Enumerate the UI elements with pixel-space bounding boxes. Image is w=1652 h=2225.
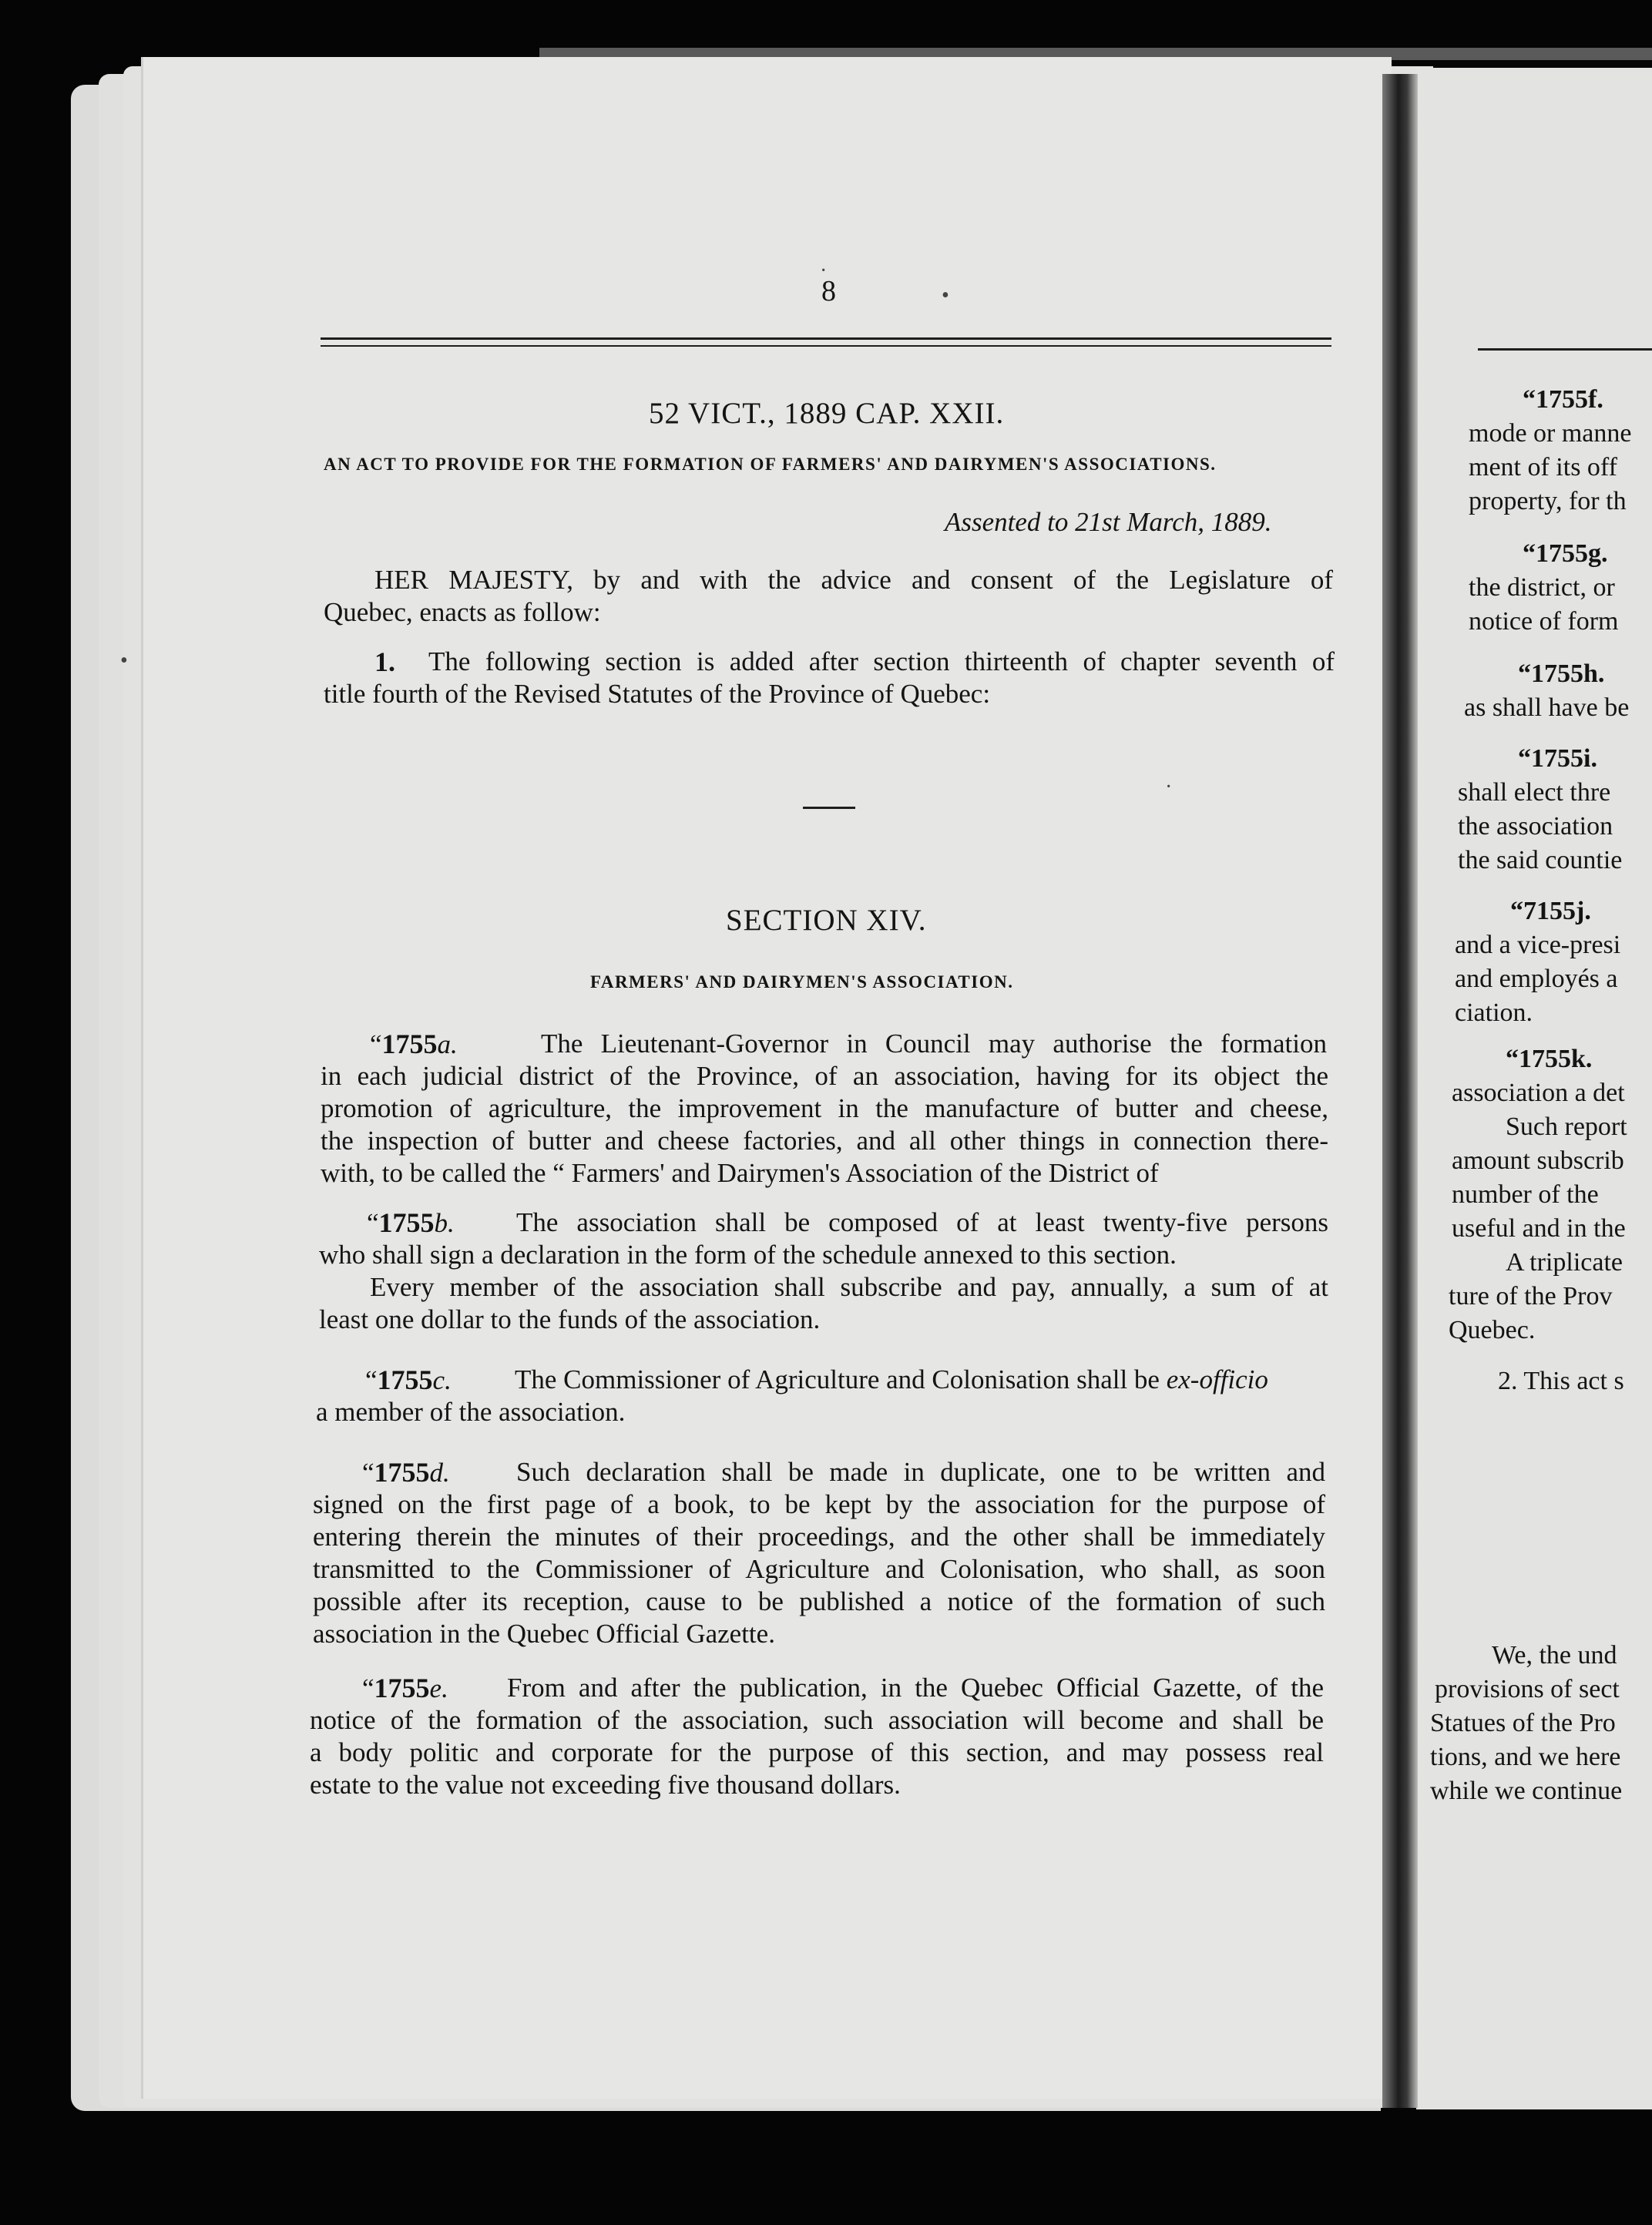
right-line: “1755f. — [1523, 385, 1603, 414]
right-line: notice of form — [1469, 607, 1619, 636]
right-line: “1755k. — [1506, 1045, 1593, 1073]
article-1755d-number — [362, 1456, 450, 1489]
article-line: signed on the first page of a book, to be kept by the association for the purpose of — [313, 1489, 1325, 1519]
header-rule — [321, 345, 1331, 347]
quote-mark: “ — [365, 1365, 378, 1395]
article-line: a body politic and corporate for the purpose of this section, and may possess real — [310, 1737, 1324, 1767]
right-line: provisions of sect — [1435, 1675, 1620, 1703]
clause-line: title fourth of the Revised Statutes of the Province of Quebec: — [324, 679, 991, 709]
article-line: possible after its reception, cause to be published a notice of the formation of such — [313, 1586, 1325, 1616]
article-letter: d. — [429, 1458, 450, 1488]
article-line: notice of the formation of the association, such association will become and shall be — [310, 1705, 1324, 1735]
article-text — [515, 1364, 1268, 1396]
article-letter: e. — [429, 1673, 448, 1703]
article-italic: ex-officio — [1166, 1364, 1268, 1394]
right-line: We, the und — [1492, 1641, 1617, 1670]
quote-mark: “ — [370, 1029, 382, 1059]
article-line: association in the Quebec Official Gazette. — [313, 1619, 775, 1649]
article-1755c-number — [365, 1364, 452, 1397]
article-line: least one dollar to the funds of the association. — [319, 1304, 821, 1334]
right-line: property, for th — [1469, 487, 1627, 515]
article-num: 1755 — [374, 1673, 430, 1703]
right-line: 2. This act s — [1498, 1367, 1624, 1395]
right-line: ciation. — [1455, 998, 1533, 1027]
article-line: the inspection of butter and cheese factories, and all other things in connection there- — [321, 1126, 1328, 1156]
right-line: and a vice-presi — [1455, 931, 1621, 959]
separator-dash — [803, 807, 855, 809]
right-line: “1755h. — [1518, 659, 1605, 688]
article-letter: a. — [437, 1029, 458, 1059]
right-line: “1755g. — [1523, 539, 1608, 568]
right-line: shall elect thre — [1458, 778, 1611, 807]
right-line: “1755i. — [1518, 744, 1597, 773]
article-1755e-number — [362, 1672, 448, 1705]
article-text — [516, 1456, 1325, 1488]
article-line: From and after the publication, in the Quebec Official Gazette, of the — [507, 1673, 1324, 1703]
speck: • — [942, 284, 949, 307]
right-line: Such report — [1506, 1112, 1627, 1141]
article-line: entering therein the minutes of their proceedings, and the other shall be immediately — [313, 1522, 1325, 1552]
article-1755d-body — [313, 1488, 1325, 1618]
article-line: in each judicial district of the Province, of an association, having for its object the — [321, 1061, 1328, 1091]
assent-date: Assented to 21st March, 1889. — [945, 507, 1272, 537]
article-line: estate to the value not exceeding five thousand dollars. — [310, 1770, 901, 1800]
article-line: promotion of agriculture, the improvement in the manufacture of butter and cheese, — [321, 1093, 1328, 1123]
page-number: 8 — [821, 275, 836, 307]
article-1755b-number — [367, 1206, 455, 1240]
right-line: as shall have be — [1464, 693, 1630, 722]
article-num: 1755 — [378, 1207, 435, 1238]
article-line: Every member of the association shall subscribe and pay, annually, a sum of at — [370, 1272, 1328, 1302]
quote-mark: “ — [367, 1208, 379, 1238]
right-line: the said countie — [1458, 846, 1623, 874]
article-num: 1755 — [374, 1457, 430, 1488]
right-line: Quebec. — [1449, 1316, 1536, 1344]
article-num: 1755 — [377, 1364, 433, 1395]
right-line: mode or manne — [1469, 419, 1632, 448]
article-num: 1755 — [381, 1029, 438, 1059]
article-text — [516, 1206, 1328, 1239]
right-line: while we continue — [1430, 1777, 1623, 1805]
right-line: tions, and we here — [1430, 1743, 1621, 1771]
quote-mark: “ — [362, 1458, 374, 1488]
article-line: The Lieutenant-Governor in Council may authorise the formation — [541, 1029, 1327, 1059]
right-line: amount subscrib — [1452, 1146, 1624, 1175]
article-line: with, to be called the “ Farmers' and Dairymen's Association of the District of — [321, 1158, 1159, 1188]
preamble — [324, 564, 1333, 596]
article-text — [370, 1271, 1328, 1304]
speck: • — [120, 649, 128, 673]
article-line: Such declaration shall be made in duplicate, one to be written and — [516, 1457, 1325, 1487]
speck: · — [820, 259, 828, 283]
article-line: The association shall be composed of at least twenty-five persons — [516, 1207, 1328, 1237]
right-line: ment of its off — [1469, 453, 1617, 482]
article-text — [541, 1028, 1327, 1060]
clause-number: 1. — [374, 646, 395, 677]
article-line: transmitted to the Commissioner of Agriculture and Colonisation, who shall, as soon — [313, 1554, 1325, 1584]
quote-mark: “ — [362, 1673, 374, 1703]
header-rule — [321, 337, 1331, 340]
section-subtitle: FARMERS' AND DAIRYMEN'S ASSOCIATION. — [590, 972, 1014, 992]
right-line: A triplicate — [1506, 1248, 1623, 1277]
right-line: the association — [1458, 812, 1613, 841]
right-line: the district, or — [1469, 573, 1615, 602]
right-line: “7155j. — [1510, 897, 1591, 925]
act-title: AN ACT TO PROVIDE FOR THE FORMATION OF FARMERS' AND DAIRYMEN'S ASSOCIATIONS. — [324, 455, 1217, 474]
section-title: SECTION XIV. — [726, 904, 927, 937]
article-letter: b. — [434, 1208, 455, 1238]
right-line: number of the — [1452, 1180, 1599, 1209]
book-gutter — [1382, 74, 1418, 2108]
article-line: a member of the association. — [316, 1397, 626, 1427]
preamble-line: Quebec, enacts as follow: — [324, 597, 601, 627]
article-1755a-number — [370, 1028, 458, 1061]
right-line: ture of the Prov — [1449, 1282, 1613, 1311]
right-header-rule — [1478, 348, 1652, 351]
right-line: association a det — [1452, 1079, 1625, 1107]
article-letter: c. — [432, 1365, 452, 1395]
act-chapter-title: 52 VICT., 1889 CAP. XXII. — [649, 397, 1005, 430]
article-1755a-body — [321, 1060, 1328, 1157]
clause-text — [428, 646, 1335, 678]
speck: · — [1165, 775, 1173, 799]
article-line: who shall sign a declaration in the form of the schedule annexed to this section. — [319, 1240, 1177, 1270]
right-line: useful and in the — [1452, 1214, 1626, 1243]
article-1755e-body — [310, 1704, 1324, 1769]
article-text — [507, 1672, 1324, 1704]
right-line: and employés a — [1455, 965, 1618, 993]
preamble-line: HER MAJESTY, by and with the advice and consent of the Legislature of — [374, 565, 1333, 595]
right-line: Statues of the Pro — [1430, 1709, 1616, 1737]
clause-line: The following section is added after section thirteenth of chapter seventh of — [428, 646, 1335, 676]
article-line: The Commissioner of Agriculture and Colonisation shall be — [515, 1364, 1160, 1394]
